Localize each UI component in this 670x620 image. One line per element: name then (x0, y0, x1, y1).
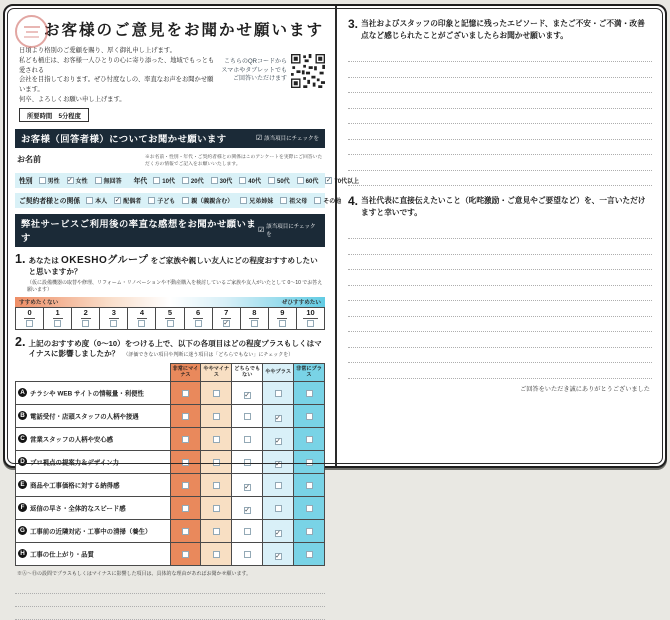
matrix-cell[interactable] (232, 496, 263, 519)
matrix-cell[interactable] (232, 450, 263, 473)
checkbox-icon[interactable] (244, 413, 251, 420)
writing-line[interactable] (15, 594, 325, 607)
nps-number: 2 (81, 309, 91, 319)
checkbox-option-label: 本人 (95, 198, 108, 205)
company-seal-icon (15, 15, 48, 48)
checkbox-icon[interactable] (240, 197, 247, 204)
matrix-row (16, 450, 325, 473)
nps-cell-1[interactable] (43, 307, 72, 330)
matrix-cell[interactable] (232, 404, 263, 427)
checkbox-icon[interactable] (148, 197, 155, 204)
checkbox-option[interactable] (297, 176, 319, 185)
age-label: 年代 (133, 178, 148, 186)
checkbox-icon[interactable] (306, 505, 313, 512)
writing-line[interactable] (348, 255, 652, 271)
writing-line[interactable] (348, 317, 652, 333)
matrix-row-label: プロ視点の提案力＆デザイン力 (30, 458, 120, 466)
page-right (335, 6, 665, 466)
name-input-area[interactable] (41, 154, 145, 168)
checkbox-icon[interactable] (244, 459, 251, 466)
checkbox-icon[interactable] (110, 320, 117, 327)
checkbox-icon[interactable] (82, 320, 89, 327)
checkbox-icon[interactable] (275, 505, 282, 512)
matrix-row-label: 営業スタッフの人柄や安心感 (30, 435, 114, 443)
row-letter-badge: E (18, 480, 27, 489)
matrix-cell[interactable] (201, 450, 232, 473)
nps-number: 3 (109, 309, 119, 319)
matrix-cell[interactable] (294, 519, 325, 542)
intro-text (19, 46, 215, 105)
writing-line[interactable] (348, 270, 652, 286)
checkbox-icon[interactable] (213, 436, 220, 443)
survey-booklet (3, 4, 667, 577)
matrix-column-header: 非常にマイナス (170, 364, 201, 381)
checkbox-option[interactable] (268, 176, 290, 185)
text-line: 日頃より格別のご愛顧を賜り、厚く御礼申し上げます。 (19, 47, 176, 54)
matrix-cell[interactable] (201, 542, 232, 565)
nps-number: 10 (303, 309, 317, 319)
checkbox-icon[interactable]: ✓ (275, 529, 282, 537)
nps-cell-0[interactable] (15, 307, 44, 330)
matrix-row-label: 電話受付・店頭スタッフの人柄や接遇 (30, 412, 139, 420)
question-3: 3. 当社およびスタッフの印象と記憶に残ったエピソード、またご不安・ご不満・改善点など感じられたことがございましたらお聞かせ願います。 (348, 17, 645, 41)
writing-line[interactable] (348, 140, 652, 156)
matrix-cell[interactable] (263, 427, 294, 450)
matrix-row (16, 519, 325, 542)
checkbox-icon[interactable] (182, 177, 189, 184)
checkbox-option-label: 50代 (276, 178, 290, 185)
matrix-row (16, 427, 325, 450)
checkbox-icon[interactable] (306, 390, 313, 397)
checkbox-icon[interactable]: ✓ (114, 196, 121, 204)
checkbox-option-label: 10代 (162, 178, 175, 185)
checkbox-option[interactable] (240, 196, 273, 205)
relation-label: ご契約者様との関係 (19, 198, 81, 206)
checkbox-icon[interactable] (251, 320, 258, 327)
checkbox-icon[interactable] (268, 177, 275, 184)
row-letter-badge: G (18, 526, 27, 535)
writing-line[interactable] (348, 348, 652, 364)
qr-code-icon (291, 54, 325, 88)
matrix-cell[interactable] (263, 496, 294, 519)
checkbox-option-label: 20代 (190, 178, 204, 185)
name-note: ※お名前・性別・年代・ご契約者様との関係はこのアンケートを実際にご回答いただく方の情報でご記入をお願いいたします。 (145, 154, 323, 167)
matrix-cell[interactable] (201, 473, 232, 496)
writing-line[interactable] (348, 93, 652, 109)
matrix-cell[interactable] (263, 450, 294, 473)
checkbox-option[interactable] (114, 196, 141, 205)
gender-age-row (15, 173, 360, 188)
page-title: お客様のご意見をお聞かせ願います (43, 22, 324, 39)
section-header-feedback: 弊社サービスご利用後の率直な感想をお聞かせ願います ☑ 該当項目にチェックを (15, 214, 325, 247)
checkbox-option-label: 女性 (75, 178, 88, 185)
checkbox-icon[interactable]: ✓ (244, 483, 251, 491)
checkbox-option-label: 30代 (219, 178, 233, 185)
gender-options (39, 176, 122, 185)
thank-you-message: ご回答をいただき誠にありがとうございました (520, 385, 650, 393)
nps-cell-3[interactable] (99, 307, 128, 330)
writing-line[interactable] (348, 224, 652, 240)
checkbox-icon[interactable] (280, 197, 287, 204)
name-field-row (15, 154, 325, 168)
matrix-cell[interactable] (170, 450, 201, 473)
matrix-cell[interactable] (170, 496, 201, 519)
checkbox-option-label: 兄弟姉妹 (249, 198, 274, 205)
checkbox-icon[interactable] (306, 551, 313, 558)
nps-number: 1 (53, 309, 63, 319)
checkbox-icon[interactable] (182, 482, 189, 489)
checkbox-icon[interactable] (182, 459, 189, 466)
question-4-answer-area (348, 224, 652, 379)
checkbox-icon[interactable] (182, 551, 189, 558)
nps-cell-10[interactable] (296, 307, 325, 330)
checkbox-icon[interactable] (307, 320, 314, 327)
writing-line[interactable] (348, 47, 652, 63)
nps-right-label: ぜひすすめたい (281, 299, 321, 306)
matrix-cell[interactable] (201, 519, 232, 542)
nps-cell-2[interactable] (71, 307, 100, 330)
matrix-cell[interactable] (232, 519, 263, 542)
nps-number: 8 (249, 309, 259, 319)
checkbox-icon[interactable] (213, 551, 220, 558)
checkbox-icon[interactable] (213, 459, 220, 466)
checkbox-icon[interactable] (279, 320, 286, 327)
row-letter-badge: A (18, 388, 27, 397)
writing-line[interactable] (15, 581, 325, 594)
checkbox-icon[interactable]: ✓ (223, 319, 230, 327)
checkbox-icon[interactable] (182, 436, 189, 443)
matrix-row (16, 381, 325, 404)
checkbox-icon[interactable] (26, 320, 33, 327)
checkbox-icon[interactable] (213, 528, 220, 535)
checkbox-icon[interactable] (213, 482, 220, 489)
checkbox-option-label: 70代以上 (334, 178, 360, 185)
matrix-cell[interactable] (263, 473, 294, 496)
brand-name: OKESHOグループ (60, 254, 149, 266)
question-3-answer-area (348, 47, 652, 187)
checkbox-icon[interactable]: ✓ (275, 437, 282, 445)
checkbox-icon[interactable] (244, 551, 251, 558)
checkbox-option-label: 子ども (157, 198, 176, 205)
checkbox-icon[interactable] (275, 390, 282, 397)
text-line: ご回答いただけます (232, 76, 287, 83)
matrix-cell[interactable] (201, 427, 232, 450)
checkbox-icon[interactable] (297, 177, 304, 184)
matrix-cell[interactable] (263, 542, 294, 565)
matrix-row (16, 473, 325, 496)
gender-label: 性別 (19, 178, 33, 186)
checkbox-icon[interactable] (182, 390, 189, 397)
nps-number: 0 (24, 309, 34, 319)
checkbox-icon[interactable] (306, 413, 313, 420)
checkbox-option-label: 無回答 (103, 178, 122, 185)
impact-matrix (15, 363, 325, 565)
nps-number: 7 (221, 309, 231, 319)
nps-number: 5 (165, 309, 175, 319)
checkbox-icon[interactable] (306, 528, 313, 535)
checkbox-option-label: 親（義親含む） (191, 198, 234, 205)
question-1: 1. あなたは OKESHOグループ をご家族や親しい友人にどの程度おすすめしたいと思いますか？ (15, 251, 318, 277)
writing-line[interactable] (348, 62, 652, 78)
checkbox-icon[interactable] (195, 320, 202, 327)
checkbox-option-label: 60代 (305, 178, 319, 185)
checkbox-icon[interactable] (153, 177, 160, 184)
matrix-row-label: 工事の仕上がり・品質 (30, 550, 94, 558)
checkbox-option-label: 祖父母 (289, 198, 308, 205)
writing-line[interactable] (348, 171, 652, 187)
matrix-header-row (16, 364, 325, 381)
relation-row (15, 193, 342, 208)
relation-options (86, 196, 341, 205)
nps-left-label: すすめたくない (19, 299, 59, 306)
nps-cell-8[interactable] (240, 307, 269, 330)
checkbox-option[interactable] (182, 176, 204, 185)
matrix-cell[interactable] (294, 404, 325, 427)
matrix-cell[interactable] (294, 473, 325, 496)
matrix-cell[interactable] (170, 473, 201, 496)
checkbox-icon[interactable]: ✓ (244, 506, 251, 514)
matrix-cell[interactable] (201, 496, 232, 519)
text-line: 何卒、よろしくお願い申し上げます。 (19, 95, 126, 103)
matrix-cell[interactable] (170, 519, 201, 542)
writing-line[interactable] (348, 286, 652, 302)
checkbox-option[interactable] (182, 196, 233, 205)
matrix-column-header: ややプラス (263, 364, 294, 381)
matrix-corner (16, 364, 171, 381)
text-line: 私ども桶庄は、お客様一人ひとりの心に寄り添った、地域でもっとも愛される (19, 56, 215, 74)
checkbox-icon[interactable] (211, 177, 218, 184)
matrix-row-label: 商品や工事価格に対する納得感 (30, 481, 120, 489)
checkbox-option-label: 男性 (47, 178, 60, 185)
matrix-row (16, 404, 325, 427)
matrix-row-label: チラシや WEB サイトの情報量・利便性 (30, 389, 144, 397)
checkbox-option-label: 配偶者 (123, 198, 142, 205)
writing-line[interactable] (348, 363, 652, 379)
matrix-cell[interactable] (263, 519, 294, 542)
checkbox-icon[interactable] (86, 197, 93, 204)
nps-cell-4[interactable] (127, 307, 156, 330)
matrix-row (16, 496, 325, 519)
duration-badge: 所要時間 5分程度 (19, 108, 89, 122)
checkbox-option[interactable] (280, 196, 307, 205)
checkbox-option[interactable] (239, 176, 261, 185)
matrix-footnote: ※Ⓐ～Ⓗの設問でプラスもしくはマイナスに影響した項目は、具体的な理由があればお聞かせ願います。 (17, 570, 252, 577)
checkbox-icon[interactable] (306, 436, 313, 443)
nps-cell-7[interactable] (212, 307, 241, 330)
nps-scale (15, 307, 325, 330)
checkbox-icon[interactable] (213, 390, 220, 397)
question-4: 4. 当社代表に直接伝えたいこと（叱咤激励・ご意見やご要望など）を、一言いただけますと幸いです。 (348, 194, 646, 218)
checkbox-option-label: その他 (323, 198, 342, 205)
matrix-row-label: 工事前の近隣対応・工事中の清掃（養生） (30, 527, 152, 535)
writing-line[interactable] (348, 78, 652, 94)
matrix-row (16, 542, 325, 565)
matrix-cell[interactable] (263, 404, 294, 427)
checkbox-icon[interactable] (314, 197, 321, 204)
nps-number: 4 (137, 309, 147, 319)
checkbox-icon[interactable] (182, 197, 189, 204)
matrix-cell[interactable] (294, 542, 325, 565)
row-letter-badge: C (18, 434, 27, 443)
nps-number: 6 (193, 309, 203, 319)
matrix-cell[interactable] (170, 427, 201, 450)
checked-box-icon: ☑ (257, 227, 265, 235)
checkbox-icon[interactable] (167, 320, 174, 327)
writing-line[interactable] (348, 301, 652, 317)
checkbox-option[interactable] (211, 176, 233, 185)
row-letter-badge: B (18, 411, 27, 420)
matrix-comment-area (15, 581, 325, 620)
checkbox-option-label: 40代 (248, 178, 261, 185)
checkbox-icon[interactable] (95, 177, 102, 184)
text-line: こちらのQRコードから (223, 58, 287, 65)
checkbox-icon[interactable] (182, 413, 189, 420)
matrix-cell[interactable] (294, 381, 325, 404)
checkbox-icon[interactable] (213, 413, 220, 420)
checkbox-option[interactable] (67, 176, 88, 185)
writing-line[interactable] (348, 155, 652, 171)
checkbox-icon[interactable] (239, 177, 246, 184)
row-letter-badge: D (18, 457, 27, 466)
nps-cell-9[interactable] (268, 307, 297, 330)
matrix-cell[interactable] (232, 542, 263, 565)
checkbox-icon[interactable] (182, 528, 189, 535)
matrix-cell[interactable] (201, 404, 232, 427)
matrix-cell[interactable] (294, 427, 325, 450)
writing-line[interactable] (348, 332, 652, 348)
text-line: 会社を目指しております。ぜひ忖度なしの、率直なお声をお聞かせ願います。 (19, 76, 214, 93)
matrix-cell[interactable] (170, 404, 201, 427)
nps-cell-6[interactable] (184, 307, 213, 330)
checkbox-icon[interactable] (306, 482, 313, 489)
checkbox-icon[interactable] (244, 436, 251, 443)
checkbox-icon[interactable]: ✓ (244, 391, 251, 399)
checkbox-icon[interactable] (39, 177, 46, 184)
check-instruction-badge: ☑ 該当項目にチェックを (257, 224, 316, 239)
matrix-column-header: 非常にプラス (294, 364, 325, 381)
checkbox-icon[interactable] (213, 505, 220, 512)
intro-section (19, 46, 325, 123)
nps-number: 9 (277, 309, 287, 319)
question-2: 2. 上記のおすすめ度（0～10）をつける上で、以下の各項目はどの程度プラスもしくはマイナスに影響しましたか？ （評価できない項目や判断に迷う項目は「どちらでもない」にチェックを） (15, 334, 322, 358)
checkbox-option[interactable] (86, 196, 107, 205)
text-line: スマホやタブレットでも (221, 67, 287, 74)
check-instruction-badge: ☑ 該当項目にチェックを (255, 135, 319, 142)
checkbox-icon[interactable]: ✓ (275, 552, 282, 560)
writing-line[interactable] (15, 607, 325, 620)
question-1-note: （仮に設備機器の取替や修理、リフォーム・リノベーションや不動産購入を検討しているご家族や友人がいたとして 0～10 でお答え願います） (27, 279, 323, 293)
checkbox-icon[interactable]: ✓ (275, 414, 282, 422)
matrix-cell[interactable] (232, 473, 263, 496)
nps-cell-5[interactable] (155, 307, 184, 330)
page-left (5, 6, 360, 577)
matrix-column-header: どちらでもない (232, 364, 263, 381)
matrix-column-header: ややマイナス (201, 364, 232, 381)
matrix-cell[interactable] (201, 381, 232, 404)
matrix-cell[interactable] (232, 427, 263, 450)
matrix-row-label: 返信の早さ・全体的なスピード感 (30, 504, 126, 512)
checked-box-icon: ☑ (255, 135, 263, 142)
checkbox-option[interactable] (39, 176, 60, 185)
checkbox-icon[interactable] (138, 320, 145, 327)
nps-gradient-bar (15, 297, 325, 307)
age-options (153, 176, 359, 185)
checkbox-icon[interactable] (182, 505, 189, 512)
matrix-cell[interactable] (294, 496, 325, 519)
checkbox-option[interactable] (148, 196, 175, 205)
checkbox-icon[interactable] (244, 528, 251, 535)
checkbox-icon[interactable]: ✓ (275, 460, 282, 468)
checkbox-icon[interactable] (306, 459, 313, 466)
question-2-note: （評価できない項目や判断に迷う項目は「どちらでもない」にチェックを） (123, 351, 294, 358)
matrix-cell[interactable] (170, 542, 201, 565)
checkbox-icon[interactable] (275, 482, 282, 489)
matrix-cell[interactable] (263, 381, 294, 404)
row-letter-badge: H (18, 549, 27, 558)
checkbox-icon[interactable] (54, 320, 61, 327)
checkbox-icon[interactable]: ✓ (67, 176, 74, 184)
matrix-cell[interactable] (294, 450, 325, 473)
matrix-cell[interactable] (232, 381, 263, 404)
checkbox-icon[interactable]: ✓ (325, 176, 332, 184)
row-letter-badge: F (18, 503, 27, 512)
writing-line[interactable] (348, 109, 652, 125)
writing-line[interactable] (348, 239, 652, 255)
writing-line[interactable] (348, 124, 652, 140)
qr-caption (221, 58, 287, 84)
checkbox-option[interactable] (95, 176, 122, 185)
checkbox-option[interactable] (153, 176, 175, 185)
section-header-respondent: お客様（回答者様）についてお聞かせ願います ☑ 該当項目にチェックを (15, 129, 325, 148)
name-label: お名前 (17, 154, 41, 164)
matrix-cell[interactable] (170, 381, 201, 404)
